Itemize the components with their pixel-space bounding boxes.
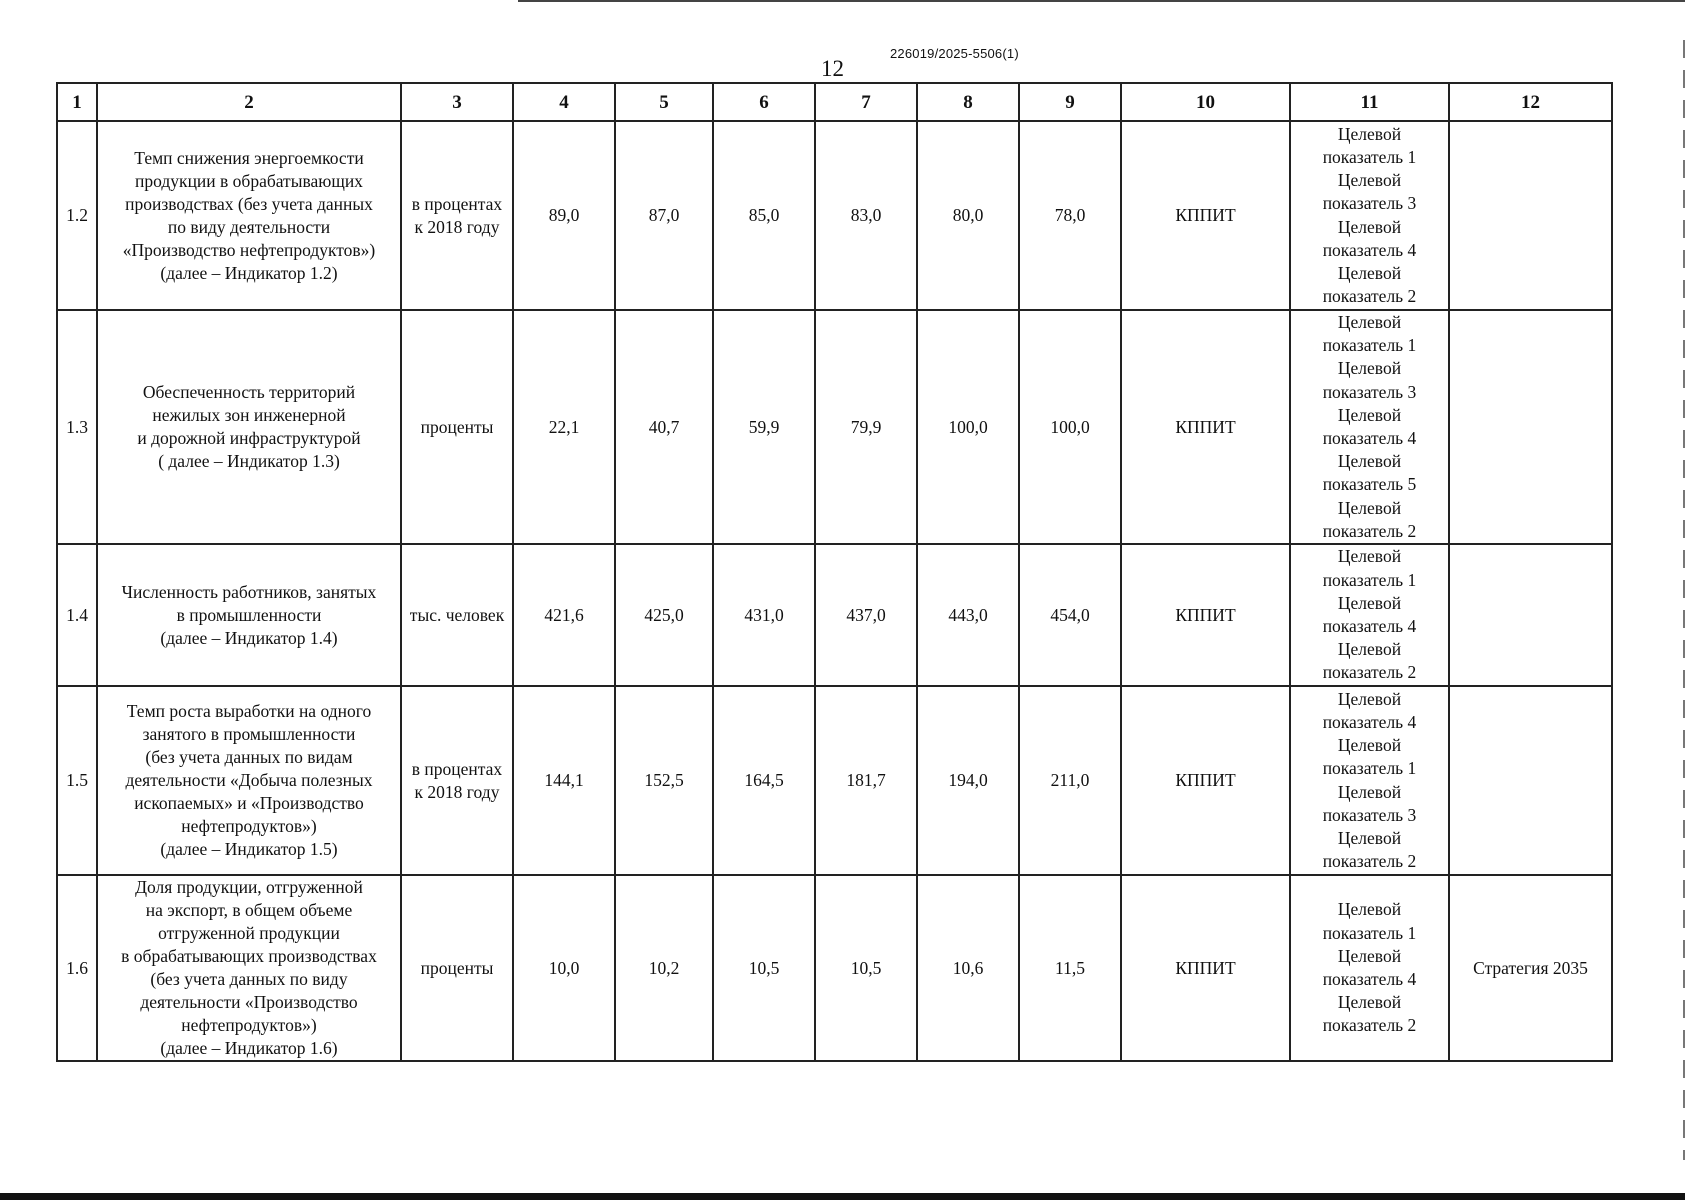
target-line: Целевой — [1337, 123, 1402, 144]
column-header: 11 — [1290, 83, 1449, 121]
value-cell: 443,0 — [917, 544, 1019, 686]
indicator-name-line: деятельности «Производство — [140, 992, 358, 1013]
unit-line: тыс. человек — [409, 604, 505, 625]
indicator-name-line: в обрабатывающих производствах — [121, 946, 377, 967]
indicator-name — [97, 310, 401, 544]
indicator-name-line: и дорожной инфраструктурой — [137, 428, 361, 449]
document-number: 226019/2025-5506(1) — [890, 46, 1019, 61]
column-header: 4 — [513, 83, 615, 121]
indicator-name-line: в промышленности — [176, 604, 322, 625]
unit-cell — [401, 875, 513, 1061]
column-header: 2 — [97, 83, 401, 121]
value-cell: 87,0 — [615, 121, 713, 310]
indicator-name-line: нефтепродуктов») — [181, 816, 317, 837]
column-header: 12 — [1449, 83, 1612, 121]
value-cell: 10,5 — [815, 875, 917, 1061]
value-cell: 10,6 — [917, 875, 1019, 1061]
target-line: показатель 3 — [1322, 193, 1417, 214]
target-line: Целевой — [1337, 497, 1402, 518]
responsible-cell: КППИТ — [1121, 875, 1290, 1061]
value-cell: 100,0 — [1019, 310, 1121, 544]
unit-line: к 2018 году — [414, 781, 500, 802]
target-line: показатель 4 — [1322, 239, 1417, 260]
responsible-cell: КППИТ — [1121, 310, 1290, 544]
value-cell: 40,7 — [615, 310, 713, 544]
target-line: показатель 2 — [1322, 520, 1417, 541]
unit-line: проценты — [420, 957, 494, 978]
indicator-name-line: на экспорт, в общем объеме — [145, 900, 353, 921]
target-line: Целевой — [1337, 312, 1402, 332]
indicator-name-line: (далее – Индикатор 1.6) — [160, 1038, 338, 1059]
unit-cell — [401, 544, 513, 686]
value-cell: 454,0 — [1019, 544, 1121, 686]
target-line: Целевой — [1337, 639, 1402, 660]
value-cell: 431,0 — [713, 544, 815, 686]
indicator-name-line: (далее – Индикатор 1.4) — [160, 627, 338, 648]
indicator-name-line: нефтепродуктов») — [181, 1015, 317, 1036]
target-line: показатель 1 — [1322, 335, 1417, 356]
target-line: показатель 5 — [1322, 474, 1417, 495]
indicator-name-line: отгруженной продукции — [158, 923, 340, 944]
value-cell: 80,0 — [917, 121, 1019, 310]
indicator-name-line: нежилых зон инженерной — [152, 405, 346, 426]
top-edge-rule — [518, 0, 1685, 2]
target-line: Целевой — [1337, 170, 1402, 191]
page-number: 12 — [821, 56, 844, 81]
column-header: 6 — [713, 83, 815, 121]
target-line: Целевой — [1337, 358, 1402, 379]
target-line: Целевой — [1337, 592, 1402, 613]
indicator-name — [97, 544, 401, 686]
unit-line: к 2018 году — [414, 216, 500, 237]
value-cell: 10,0 — [513, 875, 615, 1061]
indicator-number: 1.4 — [57, 544, 97, 686]
target-line: показатель 4 — [1322, 428, 1417, 449]
table-row — [57, 121, 1612, 310]
value-cell: 421,6 — [513, 544, 615, 686]
column-header: 7 — [815, 83, 917, 121]
targets-cell — [1290, 875, 1449, 1061]
indicator-name-line: Темп роста выработки на одного — [126, 701, 372, 722]
column-header: 5 — [615, 83, 713, 121]
responsible-cell: КППИТ — [1121, 544, 1290, 686]
indicator-name-line: Численность работников, занятых — [121, 581, 377, 602]
indicator-number: 1.2 — [57, 121, 97, 310]
indicator-name-line: (без учета данных по видам — [145, 747, 353, 768]
value-cell: 79,9 — [815, 310, 917, 544]
targets-cell — [1290, 121, 1449, 310]
indicator-name — [97, 686, 401, 875]
target-line: показатель 4 — [1322, 969, 1417, 990]
value-cell: 11,5 — [1019, 875, 1121, 1061]
indicator-name — [97, 875, 401, 1061]
indicator-number: 1.6 — [57, 875, 97, 1061]
targets-cell — [1290, 310, 1449, 544]
targets-cell — [1290, 544, 1449, 686]
target-line: Целевой — [1337, 262, 1402, 283]
target-line: Целевой — [1337, 404, 1402, 425]
value-cell: 83,0 — [815, 121, 917, 310]
indicator-name-line: (далее – Индикатор 1.2) — [160, 262, 338, 283]
indicator-number: 1.3 — [57, 310, 97, 544]
value-cell: 59,9 — [713, 310, 815, 544]
source-cell — [1449, 310, 1612, 544]
indicator-name-line: «Производство нефтепродуктов») — [122, 239, 376, 260]
target-line: показатель 1 — [1322, 146, 1417, 167]
unit-cell — [401, 121, 513, 310]
indicator-name-line: Обеспеченность территорий — [142, 382, 356, 403]
column-header: 3 — [401, 83, 513, 121]
unit-line: в процентах — [411, 193, 503, 214]
value-cell: 100,0 — [917, 310, 1019, 544]
target-line: показатель 2 — [1322, 851, 1417, 872]
target-line: Целевой — [1337, 546, 1402, 567]
indicator-name-line: занятого в промышленности — [142, 724, 356, 745]
value-cell: 181,7 — [815, 686, 917, 875]
bottom-edge-band — [0, 1193, 1685, 1200]
value-cell: 194,0 — [917, 686, 1019, 875]
indicator-number: 1.5 — [57, 686, 97, 875]
table-row — [57, 310, 1612, 544]
value-cell: 10,5 — [713, 875, 815, 1061]
unit-line: проценты — [420, 416, 494, 437]
target-line: показатель 3 — [1322, 381, 1417, 402]
targets-cell — [1290, 686, 1449, 875]
target-line: показатель 2 — [1322, 286, 1417, 307]
source-cell — [1449, 121, 1612, 310]
indicator-name-line: продукции в обрабатывающих — [135, 170, 363, 191]
column-header: 9 — [1019, 83, 1121, 121]
value-cell: 437,0 — [815, 544, 917, 686]
target-line: Целевой — [1337, 451, 1402, 472]
indicator-name-line: (без учета данных по виду — [150, 969, 348, 990]
target-line: Целевой — [1337, 945, 1402, 966]
value-cell: 22,1 — [513, 310, 615, 544]
responsible-cell: КППИТ — [1121, 686, 1290, 875]
target-line: показатель 2 — [1322, 662, 1417, 683]
target-line: показатель 2 — [1322, 1015, 1417, 1036]
unit-line: в процентах — [411, 758, 503, 779]
table-row — [57, 686, 1612, 875]
value-cell: 164,5 — [713, 686, 815, 875]
indicator-name-line: производствах (без учета данных — [125, 193, 373, 214]
value-cell: 10,2 — [615, 875, 713, 1061]
target-line: показатель 4 — [1322, 711, 1417, 732]
target-line: Целевой — [1337, 827, 1402, 848]
value-cell: 425,0 — [615, 544, 713, 686]
target-line: Целевой — [1337, 992, 1402, 1013]
table-header-row — [57, 83, 1612, 121]
unit-cell — [401, 686, 513, 875]
value-cell: 152,5 — [615, 686, 713, 875]
target-line: Целевой — [1337, 899, 1402, 920]
indicator-name — [97, 121, 401, 310]
column-header: 1 — [57, 83, 97, 121]
target-line: Целевой — [1337, 781, 1402, 802]
indicator-name-line: Доля продукции, отгруженной — [135, 877, 363, 898]
indicator-name-line: по виду деятельности — [167, 216, 331, 237]
indicator-name-line: (далее – Индикатор 1.5) — [160, 839, 338, 860]
target-line: Целевой — [1337, 735, 1402, 756]
target-line: Целевой — [1337, 216, 1402, 237]
target-line: показатель 1 — [1322, 758, 1417, 779]
target-line: показатель 3 — [1322, 804, 1417, 825]
indicator-name-line: деятельности «Добыча полезных — [125, 770, 373, 791]
unit-cell — [401, 310, 513, 544]
indicator-name-line: ( далее – Индикатор 1.3) — [158, 451, 340, 472]
value-cell: 85,0 — [713, 121, 815, 310]
indicators-table — [56, 82, 1613, 1062]
responsible-cell: КППИТ — [1121, 121, 1290, 310]
source-cell — [1449, 544, 1612, 686]
target-line: Целевой — [1337, 688, 1402, 709]
value-cell: 144,1 — [513, 686, 615, 875]
indicator-name-line: Темп снижения энергоемкости — [134, 147, 364, 168]
source-cell — [1449, 686, 1612, 875]
column-header: 8 — [917, 83, 1019, 121]
value-cell: 89,0 — [513, 121, 615, 310]
target-line: показатель 4 — [1322, 616, 1417, 637]
table-row — [57, 875, 1612, 1061]
table-row — [57, 544, 1612, 686]
target-line: показатель 1 — [1322, 569, 1417, 590]
column-header: 10 — [1121, 83, 1290, 121]
target-line: показатель 1 — [1322, 922, 1417, 943]
value-cell: 78,0 — [1019, 121, 1121, 310]
indicator-name-line: ископаемых» и «Производство — [134, 793, 364, 814]
source-cell: Стратегия 2035 — [1449, 875, 1612, 1061]
value-cell: 211,0 — [1019, 686, 1121, 875]
